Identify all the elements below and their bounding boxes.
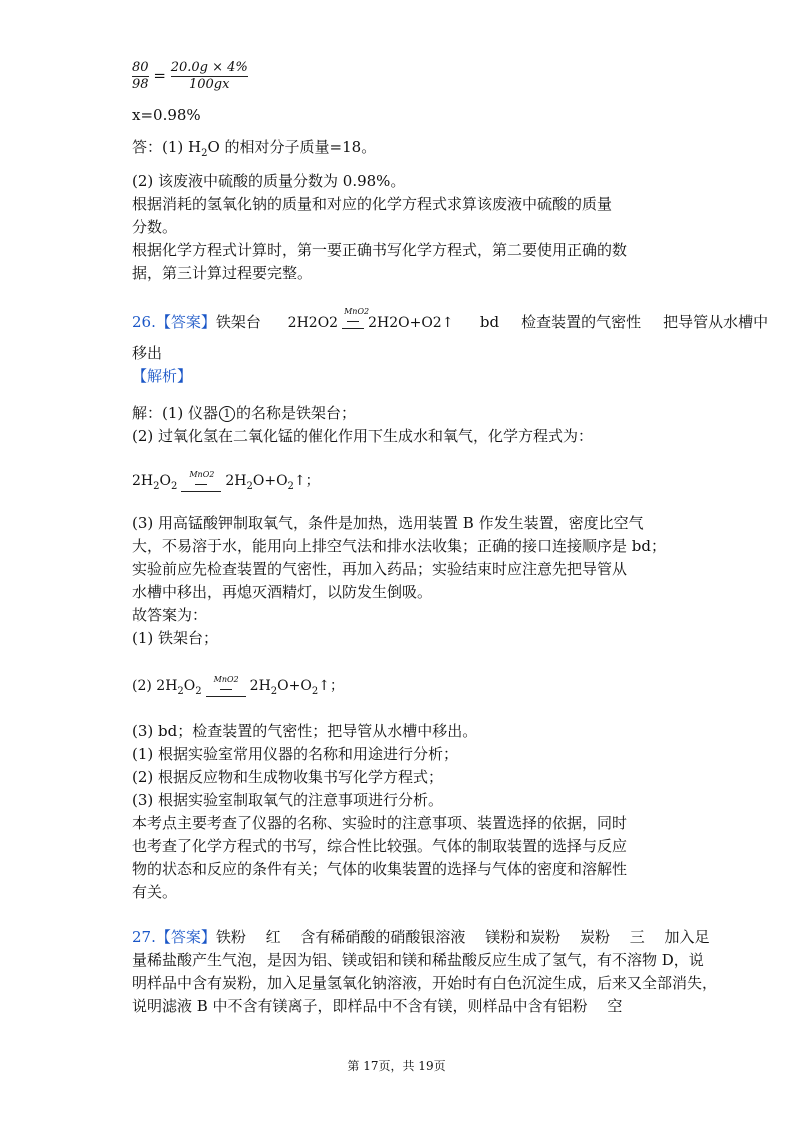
explanation-line-1: 根据消耗的氢氧化钠的质量和对应的化学方程式求算该废液中硫酸的质量	[132, 195, 613, 213]
q27-number: 27.	[132, 928, 156, 946]
answer-1: 答：(1) $H_2O$ 的相对分子质量=18。	[132, 138, 377, 159]
q26-summary-3: (3) bd；检查装置的气密性；把导管从水槽中移出。	[132, 722, 478, 740]
q26-commentary-1: 本考点主要考查了仪器的名称、实验时的注意事项、装置选择的依据，同时	[132, 814, 628, 832]
q26-solution-3c: 实验前应先检查装置的气密性，再加入药品；实验结束时应注意先把导管从	[132, 560, 628, 578]
q26-solution-3d: 水槽中移出，再熄灭酒精灯，以防发生倒吸。	[132, 583, 433, 601]
fraction-b-denominator: 100gx	[188, 77, 230, 92]
q26-answer-1: 铁架台	[215, 313, 261, 331]
q26-summary-heading: 故答案为：	[132, 606, 208, 624]
q26-solution-3b: 大，不易溶于水，能用向上排空气法和排水法收集；正确的接口连接顺序是 bd；	[132, 537, 666, 555]
q26-answer-tag: 【答案】	[155, 313, 216, 331]
q26-analysis-3: (3) 根据实验室制取氧气的注意事项进行分析。	[132, 791, 444, 809]
q26-analysis-tag: 【解析】	[132, 367, 193, 385]
q26-summary-1: (1) 铁架台；	[132, 629, 219, 647]
q26-answer-5a: 把导管从水槽中	[663, 313, 769, 331]
explanation-line-2: 分数。	[132, 218, 178, 236]
q27-answer-line-1: 27.【答案】铁粉 红 含有稀硝酸的硝酸银溶液 镁粉和炭粉 炭粉 三 加入足	[132, 928, 710, 946]
q26-equation-display-2: (2) $2H_2O_2$ MnO2 $2H_2O+O_2↑$；	[132, 674, 344, 697]
q26-equation: 2H2O2 MnO2 2H2O+O2↑	[287, 307, 454, 331]
circled-one-icon: 1	[219, 406, 235, 422]
q26-solution-3a: (3) 用高锰酸钾制取氧气，条件是加热，选用装置 B 作发生装置，密度比空气	[132, 514, 644, 532]
explanation-line-4: 据，第三计算过程要完整。	[132, 264, 313, 282]
q26-solution-1: 解：(1) 仪器 1 的名称是铁架台；	[132, 404, 357, 422]
q26-analysis-1: (1) 根据实验室常用仪器的名称和用途进行分析；	[132, 745, 459, 763]
q26-equation-display-1: $2H_2O_2$ MnO2 $2H_2O+O_2↑$；	[132, 469, 320, 492]
fraction-equation: $\frac{80}{98}$ = $\frac{20.0g \times 4\%}{100gx}$	[132, 60, 248, 92]
fraction-a-numerator: 80	[132, 60, 149, 75]
fraction-a-denominator: 98	[132, 77, 149, 92]
q26-commentary-3: 物的状态和反应的条件有关；气体的收集装置的选择与气体的密度和溶解性	[132, 860, 628, 878]
q27-answer-line-4: 说明滤液 B 中不含有镁离子，即样品中不含有镁，则样品中含有铝粉 空	[132, 997, 623, 1015]
fraction-mass	[171, 60, 248, 93]
q26-commentary-4: 有关。	[132, 883, 178, 901]
q26-answer-3: bd	[479, 313, 500, 331]
q26-answer-4: 检查装置的气密性	[521, 313, 642, 331]
answer-2: (2) 该废液中硫酸的质量分数为 0.98%。	[132, 172, 406, 190]
q27-answer-line-2: 量稀盐酸产生气泡，是因为铝、镁或铝和镁和稀盐酸反应生成了氢气，有不溶物 D，说	[132, 951, 704, 969]
q26-analysis-2: (2) 根据反应物和生成物收集书写化学方程式；	[132, 768, 444, 786]
q27-answer-line-3: 明样品中含有炭粉，加入足量氢氧化钠溶液，开始时有白色沉淀生成，后来又全部消失，	[132, 974, 718, 992]
x-result: x=0.98%	[132, 106, 201, 124]
q26-commentary-2: 也考查了化学方程式的书写，综合性比较强。气体的制取装置的选择与反应	[132, 837, 628, 855]
explanation-line-3: 根据化学方程式计算时，第一要正确书写化学方程式，第二要使用正确的数	[132, 241, 628, 259]
fraction-b-numerator: 20.0g × 4%	[170, 60, 248, 75]
q26-answer-line	[132, 307, 769, 335]
q27-answer-tag: 【答案】	[155, 928, 216, 946]
q26-number: 26.	[132, 313, 156, 331]
q26-answer-5b: 移出	[132, 344, 163, 362]
q26-solution-2: (2) 过氧化氢在二氧化锰的催化作用下生成水和氧气，化学方程式为：	[132, 427, 594, 445]
page-footer: 第 17页，共 19页	[347, 1059, 446, 1073]
fraction-80-98	[132, 60, 149, 93]
